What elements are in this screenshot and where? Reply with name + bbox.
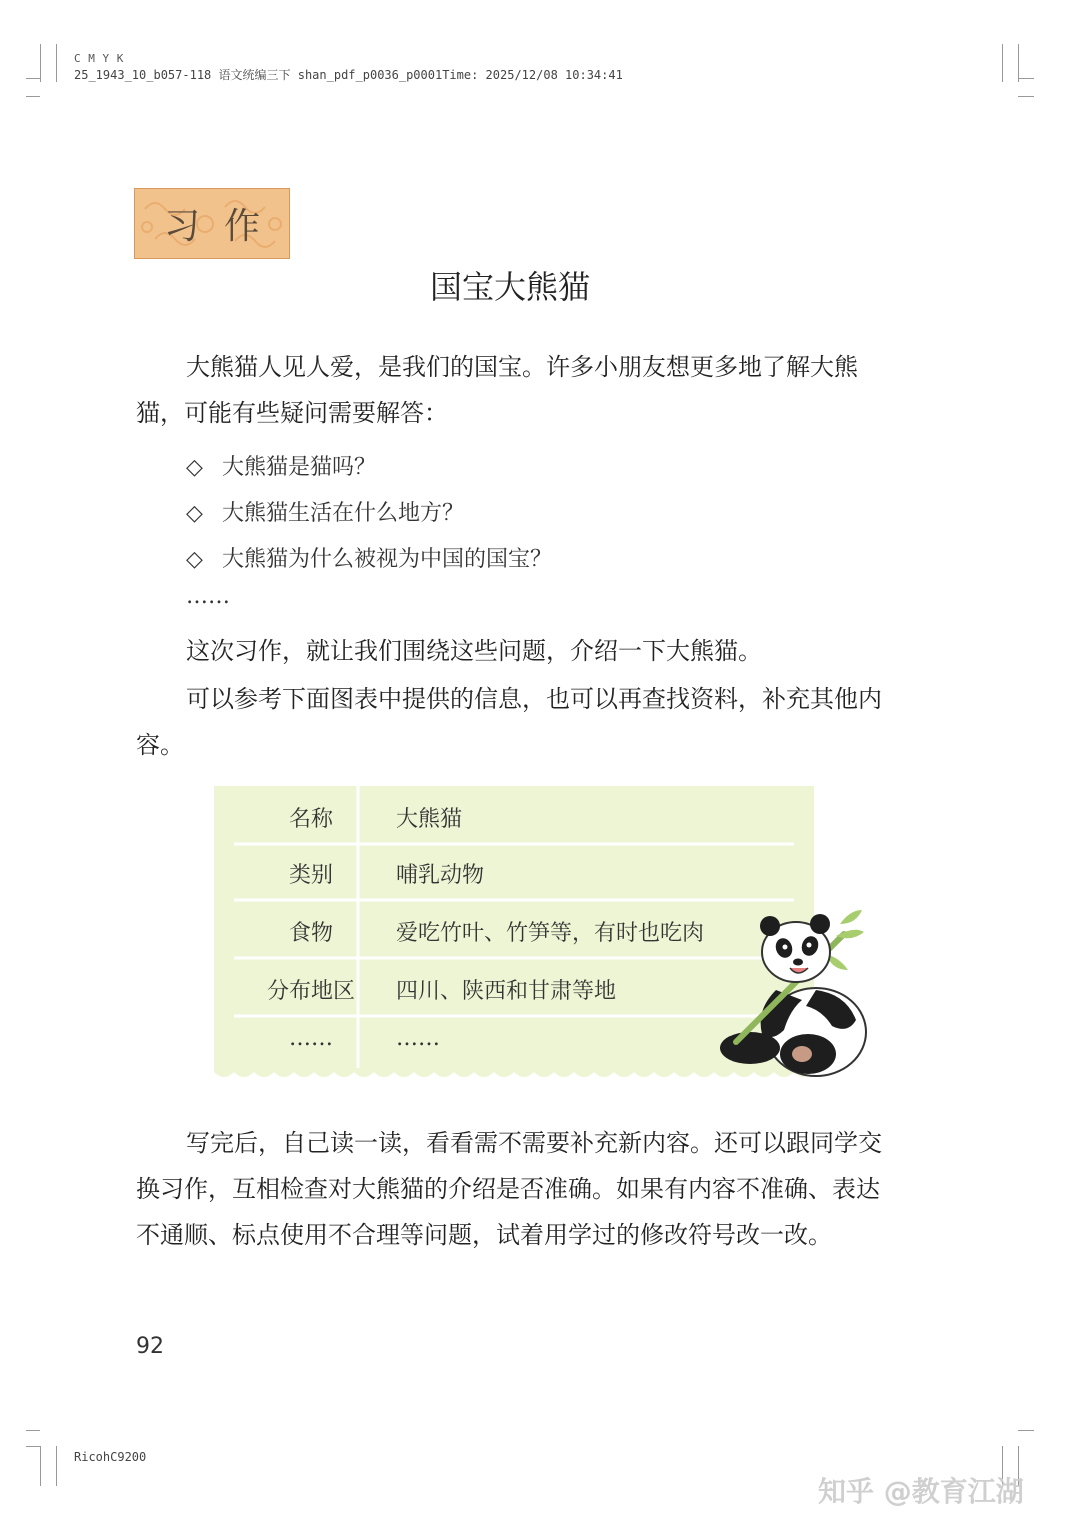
page-title: 国宝大熊猫 <box>429 268 590 306</box>
badge-char-2: 作 <box>224 206 261 247</box>
table-label: 名称 <box>288 807 333 832</box>
table-label: …… <box>289 1026 333 1051</box>
badge-pattern <box>135 189 291 260</box>
list-ellipsis: …… <box>186 584 230 609</box>
table-label: 食物 <box>288 921 333 946</box>
crop-mark <box>1018 96 1034 97</box>
table-value: …… <box>396 1026 440 1051</box>
question-text: 大熊猫生活在什么地方？ <box>222 501 465 526</box>
crop-mark <box>1018 44 1019 82</box>
intro-paragraph: 大熊猫人见人爱，是我们的国宝。许多小朋友想更多地了解大熊猫，可能有些疑问需要解答： <box>136 353 858 427</box>
table-value: 哺乳动物 <box>396 863 485 888</box>
crop-mark <box>1002 44 1003 82</box>
badge-char-1: 习 <box>163 206 200 247</box>
printer-label: RicohC9200 <box>74 1450 147 1464</box>
crop-mark <box>56 44 57 82</box>
crop-mark <box>26 96 40 97</box>
question-item <box>186 542 552 573</box>
question-item <box>186 450 376 481</box>
table-label: 分布地区 <box>266 979 355 1004</box>
print-file-line: 25_1943_10_b057-118 语文统编三下 shan_pdf_p0036_p0001Time: 2025/12/08 10:34:41 <box>74 68 623 82</box>
question-item <box>186 496 464 527</box>
table-value: 大熊猫 <box>396 807 463 832</box>
crop-mark <box>40 1446 41 1486</box>
table-value: 四川、陕西和甘肃等地 <box>396 979 617 1004</box>
table-value: 爱吃竹叶、竹笋等，有时也吃肉 <box>396 921 705 946</box>
crop-mark <box>40 44 41 82</box>
diamond-bullet-icon: ◇ <box>186 547 203 572</box>
crop-mark <box>56 1446 57 1486</box>
table-label: 类别 <box>288 863 333 888</box>
watermark: 知乎 @教育江湖 <box>818 1475 1024 1508</box>
question-text: 大熊猫是猫吗？ <box>222 455 377 480</box>
section-badge <box>134 188 290 259</box>
paragraph-2: 这次习作，就让我们围绕这些问题，介绍一下大熊猫。 <box>186 637 762 665</box>
panda-illustration <box>716 904 876 1080</box>
diamond-bullet-icon: ◇ <box>186 455 203 480</box>
crop-mark <box>26 78 40 79</box>
crop-mark <box>26 1430 40 1431</box>
page-number: 92 <box>136 1334 164 1359</box>
question-text: 大熊猫为什么被视为中国的国宝？ <box>222 547 553 572</box>
color-code: C M Y K <box>74 52 124 65</box>
crop-mark <box>26 1446 40 1447</box>
diamond-bullet-icon: ◇ <box>186 501 203 526</box>
paragraph-4: 写完后，自己读一读，看看需不需要补充新内容。还可以跟同学交换习作，互相检查对大熊猫的介绍是否准确。如果有内容不准确、表达不通顺、标点使用不合理等问题，试着用学过的修改符号改一改。 <box>136 1129 882 1249</box>
crop-mark <box>1018 78 1034 79</box>
paragraph-3: 可以参考下面图表中提供的信息，也可以再查找资料，补充其他内容。 <box>136 685 882 759</box>
crop-mark <box>1018 1430 1034 1431</box>
